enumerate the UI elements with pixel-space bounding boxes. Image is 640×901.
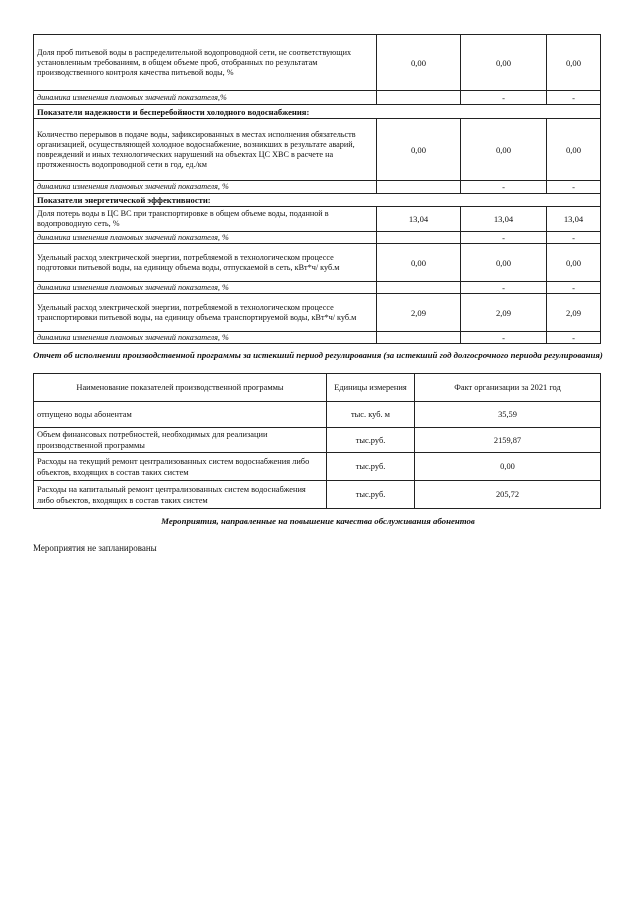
dynamic-value: - [461,282,547,294]
program-value: 2159,87 [415,428,601,453]
indicator-row-energy-transport [34,294,601,332]
dynamic-value: - [547,232,601,244]
dynamic-label: динамика изменения плановых значений показателя, % [34,282,377,294]
program-unit: тыс. куб. м [327,402,415,428]
program-row [34,428,601,453]
indicator-value: 2,09 [377,294,461,332]
program-row [34,481,601,509]
measures-text: Мероприятия не запланированы [33,543,157,553]
indicator-value: 0,00 [377,244,461,282]
dynamic-value [377,332,461,344]
program-table [33,373,601,509]
section-title: Показатели надежности и бесперебойности холодного водоснабжения: [34,105,601,119]
program-row [34,453,601,481]
dynamic-row [34,232,601,244]
dynamic-value: - [547,181,601,194]
program-indicator-name: Расходы на текущий ремонт централизованных систем водоснабжения либо объектов, входящих в состав таких систем [34,453,327,481]
section-title: Показатели энергетической эффективности: [34,194,601,207]
dynamic-row [34,91,601,105]
dynamic-value: - [461,91,547,105]
section-header-energy [34,194,601,207]
program-indicator-name: отпущено воды абонентам [34,402,327,428]
indicator-name: Количество перерывов в подаче воды, зафиксированных в местах исполнения обязательств организацией, осуществляющей холодное водоснабжение, возникших в результате аварий, повреждений и иных технологических нарушений на объектах ЦС ХВС в расчете на протяженность водопроводной сети в год, ед./км [34,119,377,181]
dynamic-row [34,181,601,194]
indicator-value: 0,00 [547,119,601,181]
indicator-value: 2,09 [461,294,547,332]
indicator-name: Удельный расход электрической энергии, потребляемой в технологическом процессе транспортировки питьевой воды, на единицу объема транспортируемой воды, кВт*ч/ куб.м [34,294,377,332]
indicator-value: 0,00 [377,119,461,181]
column-header-unit: Единицы измерения [327,374,415,402]
program-unit: тыс.руб. [327,481,415,509]
program-value: 35,59 [415,402,601,428]
dynamic-value: - [547,282,601,294]
indicator-value: 0,00 [547,244,601,282]
indicator-row-supply-interruptions [34,119,601,181]
indicators-table [33,34,601,344]
dynamic-value: - [461,181,547,194]
program-value: 0,00 [415,453,601,481]
indicator-name: Удельный расход электрической энергии, потребляемой в технологическом процессе подготовки питьевой воды, на единицу объема воды, отпускаемой в сеть, кВт*ч/ куб.м [34,244,377,282]
program-indicator-name: Объем финансовых потребностей, необходимых для реализации производственной программы [34,428,327,453]
indicator-row-water-samples [34,35,601,91]
report-title: Отчет об исполнении производственной программы за истекший период регулирования (за истекший год долгосрочного периода регулирования) [33,350,603,360]
indicator-value: 13,04 [547,207,601,232]
section-header-reliability [34,105,601,119]
dynamic-label: динамика изменения плановых значений показателя, % [34,181,377,194]
program-indicator-name: Расходы на капитальный ремонт централизованных систем водоснабжения либо объектов, входящих в состав таких систем [34,481,327,509]
program-unit: тыс.руб. [327,453,415,481]
dynamic-label: динамика изменения плановых значений показателя,% [34,91,377,105]
indicator-name: Доля проб питьевой воды в распределительной водопроводной сети, не соответствующих установленным требованиям, в общем объеме проб, отобранных по результатам производственного контроля качества питьевой воды, % [34,35,377,91]
program-unit: тыс.руб. [327,428,415,453]
dynamic-value [377,232,461,244]
indicator-value: 0,00 [377,35,461,91]
program-row [34,402,601,428]
indicator-value: 13,04 [377,207,461,232]
measures-title: Мероприятия, направленные на повышение качества обслуживания абонентов [161,516,475,526]
program-value: 205,72 [415,481,601,509]
indicator-value: 0,00 [461,35,547,91]
dynamic-row [34,332,601,344]
column-header-name: Наименование показателей производственной программы [34,374,327,402]
indicator-name: Доля потерь воды в ЦС ВС при транспортировке в общем объеме воды, поданной в водопроводную сеть, % [34,207,377,232]
indicator-value: 2,09 [547,294,601,332]
column-header-fact: Факт организации за 2021 год [415,374,601,402]
dynamic-value [377,91,461,105]
dynamic-value: - [461,332,547,344]
dynamic-label: динамика изменения плановых значений показателя, % [34,232,377,244]
dynamic-value: - [547,332,601,344]
program-table-header [34,374,601,402]
indicator-value: 13,04 [461,207,547,232]
indicator-row-energy-preparation [34,244,601,282]
dynamic-value: - [461,232,547,244]
dynamic-row [34,282,601,294]
dynamic-value: - [547,91,601,105]
dynamic-value [377,282,461,294]
indicator-row-water-losses [34,207,601,232]
indicator-value: 0,00 [461,119,547,181]
dynamic-value [377,181,461,194]
dynamic-label: динамика изменения плановых значений показателя, % [34,332,377,344]
indicator-value: 0,00 [547,35,601,91]
indicator-value: 0,00 [461,244,547,282]
